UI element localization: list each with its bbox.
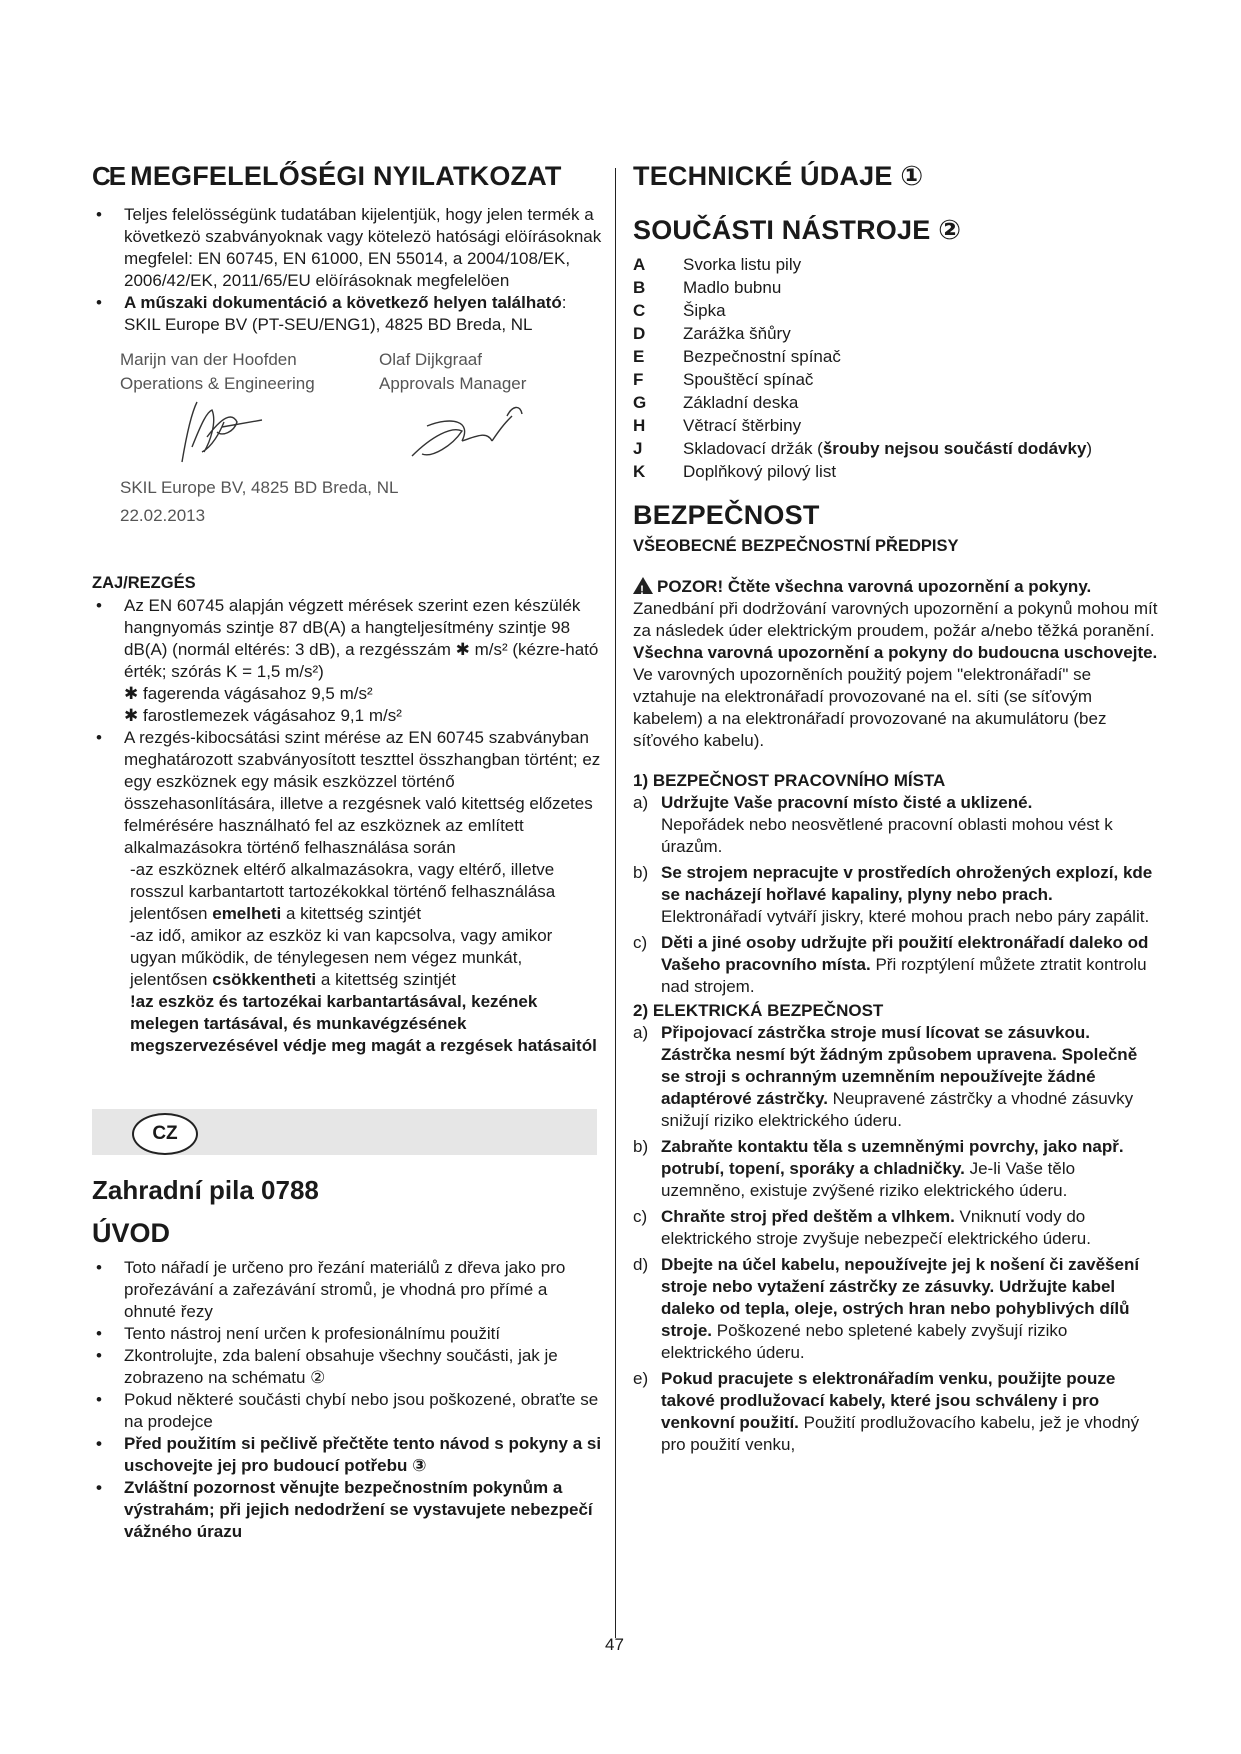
declaration-date: 22.02.2013 — [120, 506, 206, 526]
rule-item: d) Dbejte na účel kabelu, nepoužívejte jej k nošení či zavěšení stroje nebo vytažení zástrčky ze zásuvky. Udržujte kabel daleko od tepla, oleje, ostrých hran nebo pohyblivých dílů stroje. Poškozené nebo spletené kabely zvyšují riziko elektrického úderu. — [633, 1255, 1140, 1363]
rule-item: a) Udržujte Vaše pracovní místo čisté a uklizené. Nepořádek nebo neosvětlené pracovní oblasti mohou vést k úrazům. — [633, 793, 1113, 857]
signer2-name: Olaf Dijkgraaf — [379, 350, 482, 370]
part-label: Svorka listu pily — [683, 254, 802, 274]
noise-list — [92, 595, 602, 1057]
noise-title: ZAJ/REZGÉS — [92, 574, 196, 593]
right-column — [633, 160, 1158, 1456]
part-item — [633, 414, 1158, 437]
part-key: A — [633, 254, 646, 274]
part-key: G — [633, 392, 647, 412]
noise-star-line: ✱ fagerenda vágásahoz 9,5 m/s² — [124, 684, 373, 704]
rule-item: e) Pokud pracujete s elektronářadím venku, použijte pouze takové prodlužovací kabely, které jsou schváleny i pro venkovní použití. Použití prodlužovacího kabelu, jež je vhodný pro použití venku, — [633, 1369, 1140, 1455]
warning-icon: ! — [633, 577, 653, 594]
intro-bullet: • Pokud některé součásti chybí nebo jsou poškozené, obraťte se na prodejce — [92, 1389, 602, 1433]
section-title: 2) ELEKTRICKÁ BEZPEČNOST — [633, 1001, 884, 1021]
section-electrical-safety — [633, 1000, 1158, 1456]
part-key: C — [633, 300, 646, 320]
intro-bullet: • Zkontrolujte, zda balení obsahuje všechny součásti, jak je zobrazeno na schématu ② — [92, 1345, 602, 1389]
part-key: K — [633, 461, 646, 481]
section-title: 1) BEZPEČNOST PRACOVNÍHO MÍSTA — [633, 771, 946, 791]
intro-bullet: • Zvláštní pozornost věnujte bezpečnostním pokynům a výstrahám; při jejich nedodržení se vystavujete nebezpečí vážného úrazu — [92, 1477, 602, 1543]
part-item — [633, 276, 1158, 299]
noise-dash-item: -az idő, amikor az eszköz ki van kapcsolva, vagy amikor ugyan működik, de ténylegesen nem végez munkát, jelentősen csökkentheti a kitettség szintjét — [130, 926, 553, 990]
part-label: Skladovací držák (šrouby nejsou součástí dodávky) — [683, 438, 1093, 458]
declaration-list — [92, 204, 602, 336]
warning-paragraph: ! POZOR! Čtěte všechna varovná upozornění a pokyny. Zanedbání při dodržování varovných upozornění a pokynů mohou mít za následek úder elektrickým proudem, požár a/nebo těžká poranění. Všechna varovná upozornění a pokyny do budoucna uschovejte. Ve varovných upozorněních použitý pojem "elektronářadí" se vztahuje na elektronářadí provozované na el. síti (se síťovým kabelem) a na elektronářadí provozované na akumulátoru (bez síťového kabelu). — [633, 577, 1158, 751]
part-item — [633, 437, 1158, 460]
rule-item: c) Děti a jiné osoby udržujte při použití elektronářadí daleko od Vašeho pracovního místa. Při rozptýlení můžete ztratit kontrolu nad strojem. — [633, 933, 1149, 997]
section-work-area — [633, 770, 1158, 998]
noise-warning: !az eszköz és tartozékai karbantartásával, kezének melegen tartásával, és munkavégzésének megszervezésével védje meg magát a rezgések hatásaitól — [130, 992, 597, 1056]
company-address: SKIL Europe BV, 4825 BD Breda, NL — [120, 478, 399, 498]
declaration-bullet: • Teljes felelösségünk tudatában kijelentjük, hogy jelen termék a következö szabványoknak vagy kötelezö hatósági elöírásoknak megfelel: EN 60745, EN 61000, EN 55014, a 2004/108/EK, 2006/42/EK, 2011/65/EU elöírásoknak megfelelöen — [92, 204, 602, 292]
safety-title: BEZPEČNOST — [633, 499, 820, 530]
part-item — [633, 391, 1158, 414]
tech-data-title: TECHNICKÉ ÚDAJE ① — [633, 161, 924, 191]
intro-list — [92, 1257, 602, 1543]
page-number: 47 — [605, 1635, 624, 1654]
declaration-bullet: • A műszaki dokumentáció a következő helyen található: SKIL Europe BV (PT-SEU/ENG1), 4825 BD Breda, NL — [92, 292, 602, 336]
rule-item: c) Chraňte stroj před deštěm a vlhkem. Vniknutí vody do elektrického stroje zvyšuje nebezpečí elektrického úderu. — [633, 1207, 1091, 1249]
part-key: E — [633, 346, 645, 366]
part-key: F — [633, 369, 644, 389]
intro-title: ÚVOD — [92, 1217, 171, 1248]
part-item — [633, 322, 1158, 345]
part-label: Šipka — [683, 300, 726, 320]
signer1-name: Marijn van der Hoofden — [120, 350, 297, 370]
noise-bullet: • Az EN 60745 alapján végzett mérések szerint ezen készülék hangnyomás szintje 87 dB(A) a hangteljesítmény szintje 98 dB(A) (normál eltérés: 3 dB), a rezgésszám ✱ m/s² (kézre-ható érték; szórás K = 1,5 m/s²) ✱ fagerenda vágásahoz 9,5 m/s² ✱ farostlemezek vágásahoz 9,1 m/s² — [92, 595, 602, 727]
signature2-graphic — [392, 396, 532, 476]
declaration-title: CE MEGFELELŐSÉGI NYILATKOZAT — [92, 161, 562, 191]
part-label: Větrací štěrbiny — [683, 415, 802, 435]
part-key: H — [633, 415, 646, 435]
ce-mark: CE — [92, 161, 125, 191]
part-item — [633, 299, 1158, 322]
part-label: Doplňkový pilový list — [683, 461, 837, 481]
part-label: Madlo bubnu — [683, 277, 782, 297]
part-label: Zarážka šňůry — [683, 323, 791, 343]
rule-item: b) Se strojem nepracujte v prostředích ohrožených explozí, kde se nacházejí hořlavé kapaliny, plyny nebo prach. Elektronářadí vytváří jiskry, které mohou prach nebo páry zapálit. — [633, 863, 1153, 927]
part-item — [633, 345, 1158, 368]
left-column — [92, 160, 602, 1543]
signer1-role: Operations & Engineering — [120, 374, 315, 394]
part-key: D — [633, 323, 646, 343]
cz-language-badge: CZ — [132, 1113, 198, 1155]
language-band — [92, 1109, 597, 1155]
product-title: Zahradní pila 0788 — [92, 1175, 319, 1206]
part-item — [633, 460, 1158, 483]
rule-item: b) Zabraňte kontaktu těla s uzemněnými povrchy, jako např. potrubí, topení, sporáky a chladničky. Je-li Vaše tělo uzemněno, existuje zvýšené riziko elektrického úderu. — [633, 1137, 1124, 1201]
intro-bullet: • Tento nástroj není určen k profesionálnímu použití — [92, 1323, 602, 1345]
noise-dash-item: -az eszköznek eltérő alkalmazásokra, vagy eltérő, illetve rosszul karbantartott tartozékokkal történő felhasználása jelentősen emelheti a kitettség szintjét — [130, 860, 556, 924]
noise-bullet: • A rezgés-kibocsátási szint mérése az EN 60745 szabványban meghatározott szabványosított teszttel összhangban történt; ez egy eszköznek egy másik eszközzel történő összehasonlítására, illetve a rezgésnek való kitettség előzetes felmérésére használható fel az eszköznek az említett alkalmazásokra történő felhasználása során -az eszköznek eltérő alkalmazásokra, vagy eltérő, illetve rosszul karbantartott tartozékokkal történő felhasználása jelentősen emelheti a kitettség szintjét -az idő, amikor az eszköz ki van kapcsolva, vagy amikor ugyan működik, de ténylegesen nem végez munkát, jelentősen csökkentheti a kitettség szintjét !az eszköz és tartozékai karbantartásával, kezének melegen tartásával, és munkavégzésének megszervezésével védje meg magát a rezgések hatásaitól — [92, 727, 602, 1057]
column-divider — [615, 168, 616, 1638]
signature1-graphic — [162, 392, 282, 472]
part-label: Bezpečnostní spínač — [683, 346, 841, 366]
intro-bullet: • Před použitím si pečlivě přečtěte tento návod s pokyny a si uschovejte jej pro budoucí potřebu ③ — [92, 1433, 602, 1477]
signature-block — [92, 350, 602, 540]
part-item — [633, 368, 1158, 391]
parts-list — [633, 253, 1158, 483]
signer2-role: Approvals Manager — [379, 374, 527, 394]
intro-bullet: • Toto nářadí je určeno pro řezání materiálů z dřeva jako pro prořezávání a zařezávání stromů, je vhodná pro přímé a ohnuté řezy — [92, 1257, 602, 1323]
rule-item: a) Připojovací zástrčka stroje musí lícovat se zásuvkou. Zástrčka nesmí být žádným způsobem upravena. Společně se stroji s ochranným uzemněním nepoužívejte žádné adaptérové zástrčky. Neupravené zástrčky a vhodné zásuvky snižují riziko elektrického úderu. — [633, 1023, 1138, 1131]
part-label: Základní deska — [683, 392, 799, 412]
parts-title: SOUČÁSTI NÁSTROJE ② — [633, 215, 962, 246]
safety-subtitle: VŠEOBECNÉ BEZPEČNOSTNÍ PŘEDPISY — [633, 537, 959, 556]
part-key: B — [633, 277, 646, 297]
part-item — [633, 253, 1158, 276]
part-key: J — [633, 438, 643, 458]
part-label: Spouštěcí spínač — [683, 369, 814, 389]
noise-star-line: ✱ farostlemezek vágásahoz 9,1 m/s² — [124, 706, 402, 726]
